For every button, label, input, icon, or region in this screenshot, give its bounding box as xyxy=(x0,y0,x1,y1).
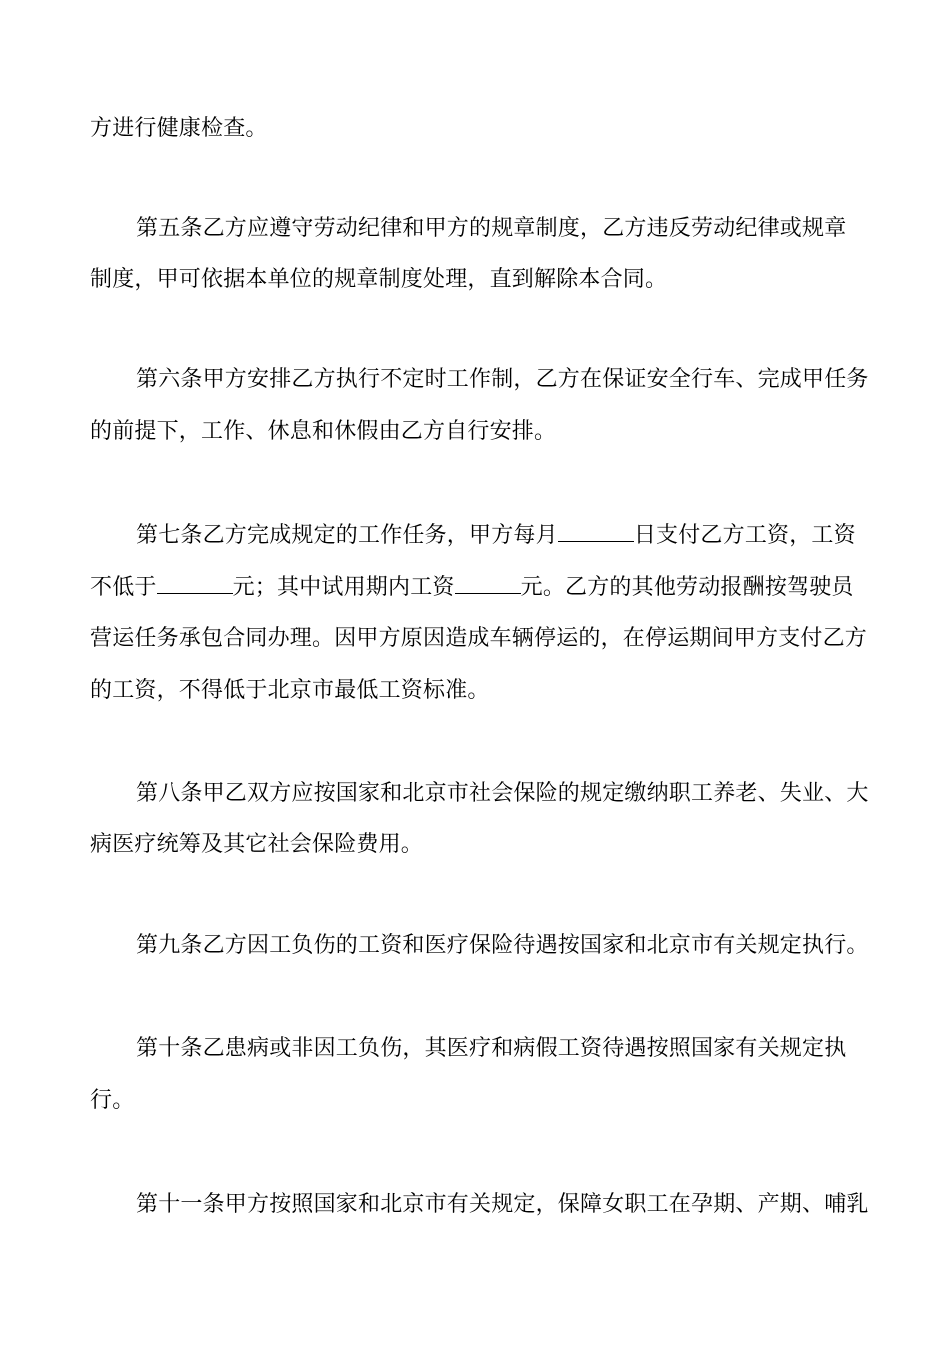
article-6-line-1: 第六条甲方安排乙方执行不定时工作制，乙方在保证安全行车、完成甲任务 xyxy=(136,367,869,392)
article-7-line-1 xyxy=(136,520,870,551)
article-10-line-2: 行。 xyxy=(90,1088,135,1113)
minimum-wage-blank[interactable] xyxy=(157,572,233,594)
article-7-line-2 xyxy=(90,572,870,603)
article-5-line-1: 第五条乙方应遵守劳动纪律和甲方的规章制度，乙方违反劳动纪律或规章 xyxy=(136,216,847,241)
article-7-text-d: 元；其中试用期内工资 xyxy=(232,575,455,600)
payday-blank[interactable] xyxy=(558,520,634,542)
article-6-line-2: 的前提下，工作、休息和休假由乙方自行安排。 xyxy=(90,419,557,444)
article-11-line-1: 第十一条甲方按照国家和北京市有关规定，保障女职工在孕期、产期、哺乳 xyxy=(136,1192,869,1217)
article-10-line-1: 第十条乙患病或非因工负伤，其医疗和病假工资待遇按照国家有关规定执 xyxy=(136,1036,847,1061)
article-7-text-a: 第七条乙方完成规定的工作任务，甲方每月 xyxy=(136,523,558,548)
article-7-line-4: 的工资，不得低于北京市最低工资标准。 xyxy=(90,678,490,703)
article-7-text-c: 不低于 xyxy=(90,575,157,600)
article-7-text-e: 元。乙方的其他劳动报酬按驾驶员 xyxy=(520,575,854,600)
article-7-line-3: 营运任务承包合同办理。因甲方原因造成车辆停运的，在停运期间甲方支付乙方 xyxy=(90,626,868,651)
probation-wage-blank[interactable] xyxy=(455,572,521,594)
article-7-text-b: 日支付乙方工资，工资 xyxy=(633,523,856,548)
article-5-line-2: 制度，甲可依据本单位的规章制度处理，直到解除本合同。 xyxy=(90,267,668,292)
article-9-line-1: 第九条乙方因工负伤的工资和医疗保险待遇按国家和北京市有关规定执行。 xyxy=(136,933,869,958)
article-8-line-1: 第八条甲乙双方应按国家和北京市社会保险的规定缴纳职工养老、失业、大 xyxy=(136,781,869,806)
article-8-line-2: 病医疗统筹及其它社会保险费用。 xyxy=(90,832,424,857)
paragraph-4-tail: 方进行健康检查。 xyxy=(90,116,268,141)
